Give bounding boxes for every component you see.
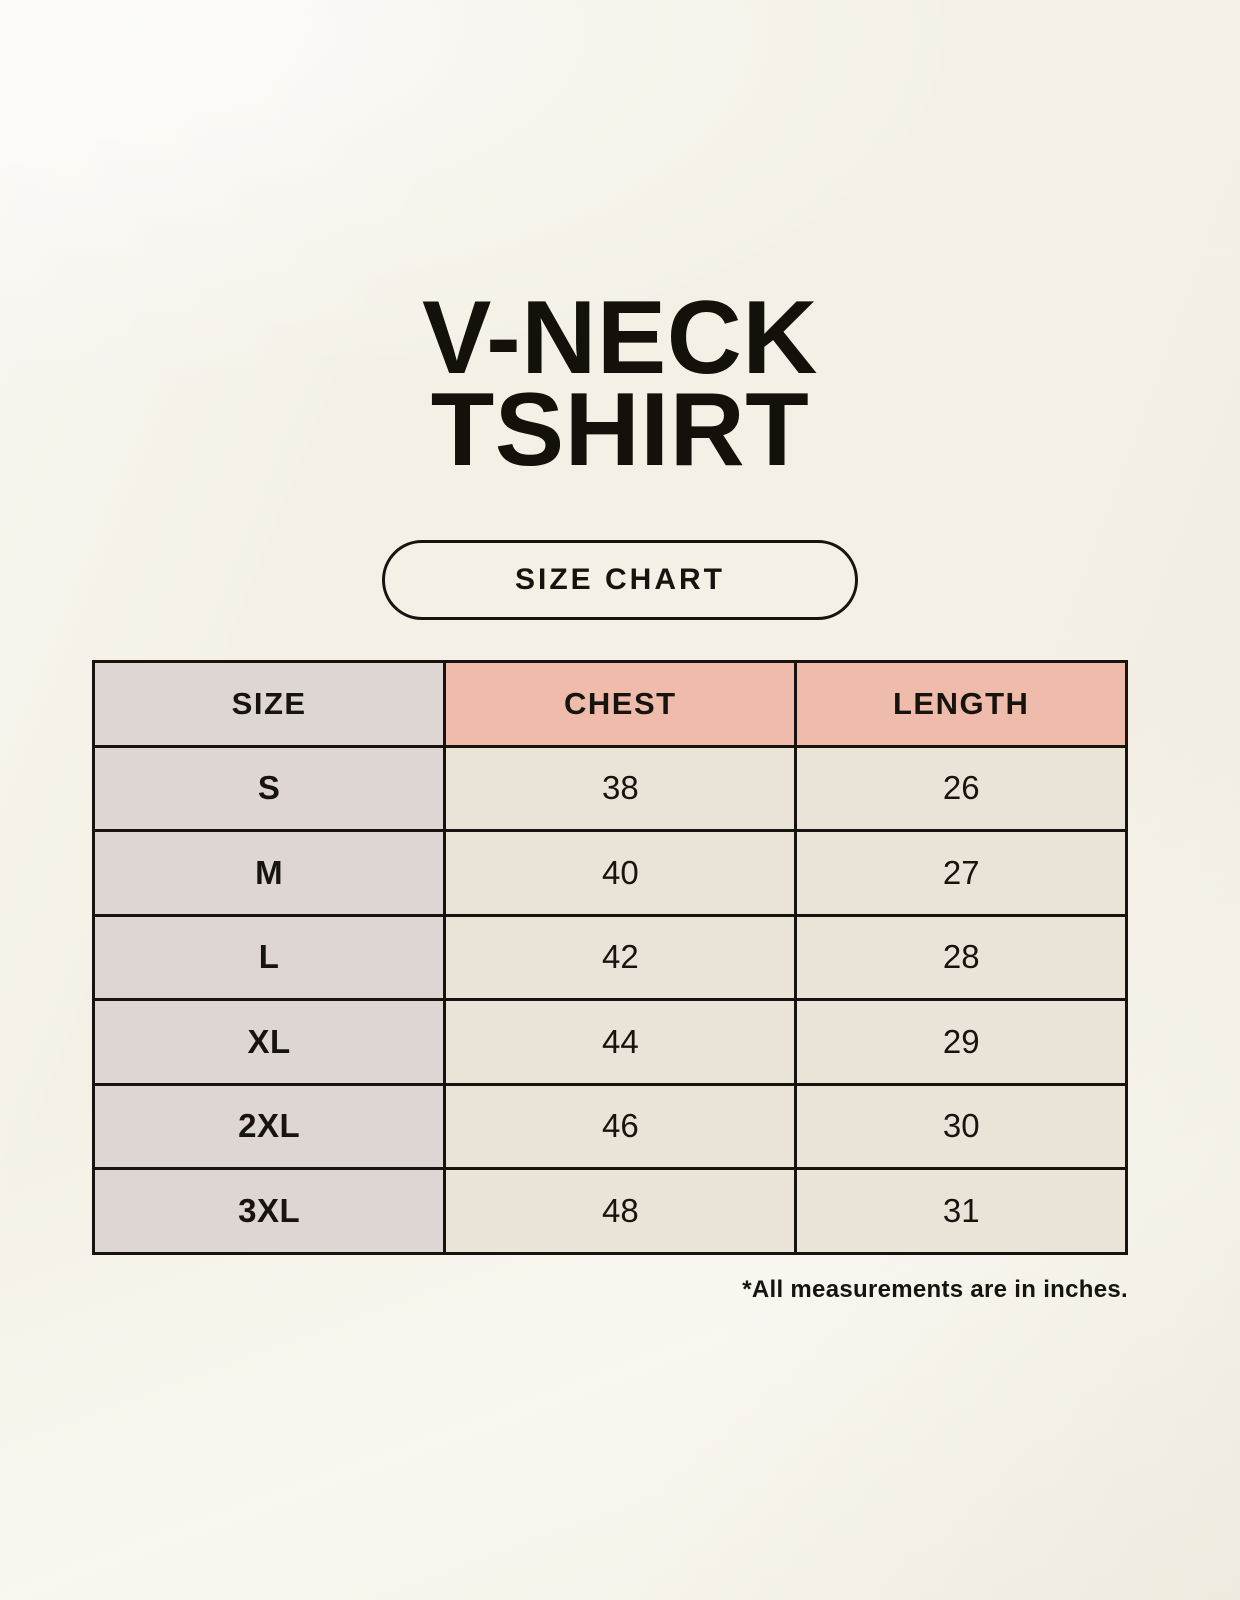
product-title [0, 280, 1240, 489]
chest-cell: 40 [445, 831, 796, 916]
length-cell: 26 [796, 746, 1127, 831]
table-row [94, 1000, 1127, 1085]
chest-cell: 38 [445, 746, 796, 831]
length-cell: 27 [796, 831, 1127, 916]
chest-cell: 46 [445, 1084, 796, 1169]
size-cell: M [94, 831, 445, 916]
table-row [94, 831, 1127, 916]
column-header-length: LENGTH [796, 662, 1127, 747]
table-row [94, 1169, 1127, 1254]
size-cell: 3XL [94, 1169, 445, 1254]
length-cell: 28 [796, 915, 1127, 1000]
header-row [94, 662, 1127, 747]
table-row [94, 1084, 1127, 1169]
size-chart-badge-label: SIZE CHART [515, 563, 725, 596]
column-header-size: SIZE [94, 662, 445, 747]
size-cell: S [94, 746, 445, 831]
size-cell: XL [94, 1000, 445, 1085]
length-cell: 31 [796, 1169, 1127, 1254]
column-header-chest: CHEST [445, 662, 796, 747]
size-cell: L [94, 915, 445, 1000]
product-title-line1: V-NECK [422, 280, 818, 396]
size-cell: 2XL [94, 1084, 445, 1169]
size-chart-badge [382, 540, 858, 620]
length-cell: 29 [796, 1000, 1127, 1085]
size-chart-table [92, 660, 1128, 1255]
table-row [94, 915, 1127, 1000]
length-cell: 30 [796, 1084, 1127, 1169]
chest-cell: 42 [445, 915, 796, 1000]
table-row [94, 746, 1127, 831]
chest-cell: 44 [445, 1000, 796, 1085]
chest-cell: 48 [445, 1169, 796, 1254]
measurements-footnote: *All measurements are in inches. [742, 1276, 1128, 1303]
product-title-line2: TSHIRT [430, 372, 810, 489]
